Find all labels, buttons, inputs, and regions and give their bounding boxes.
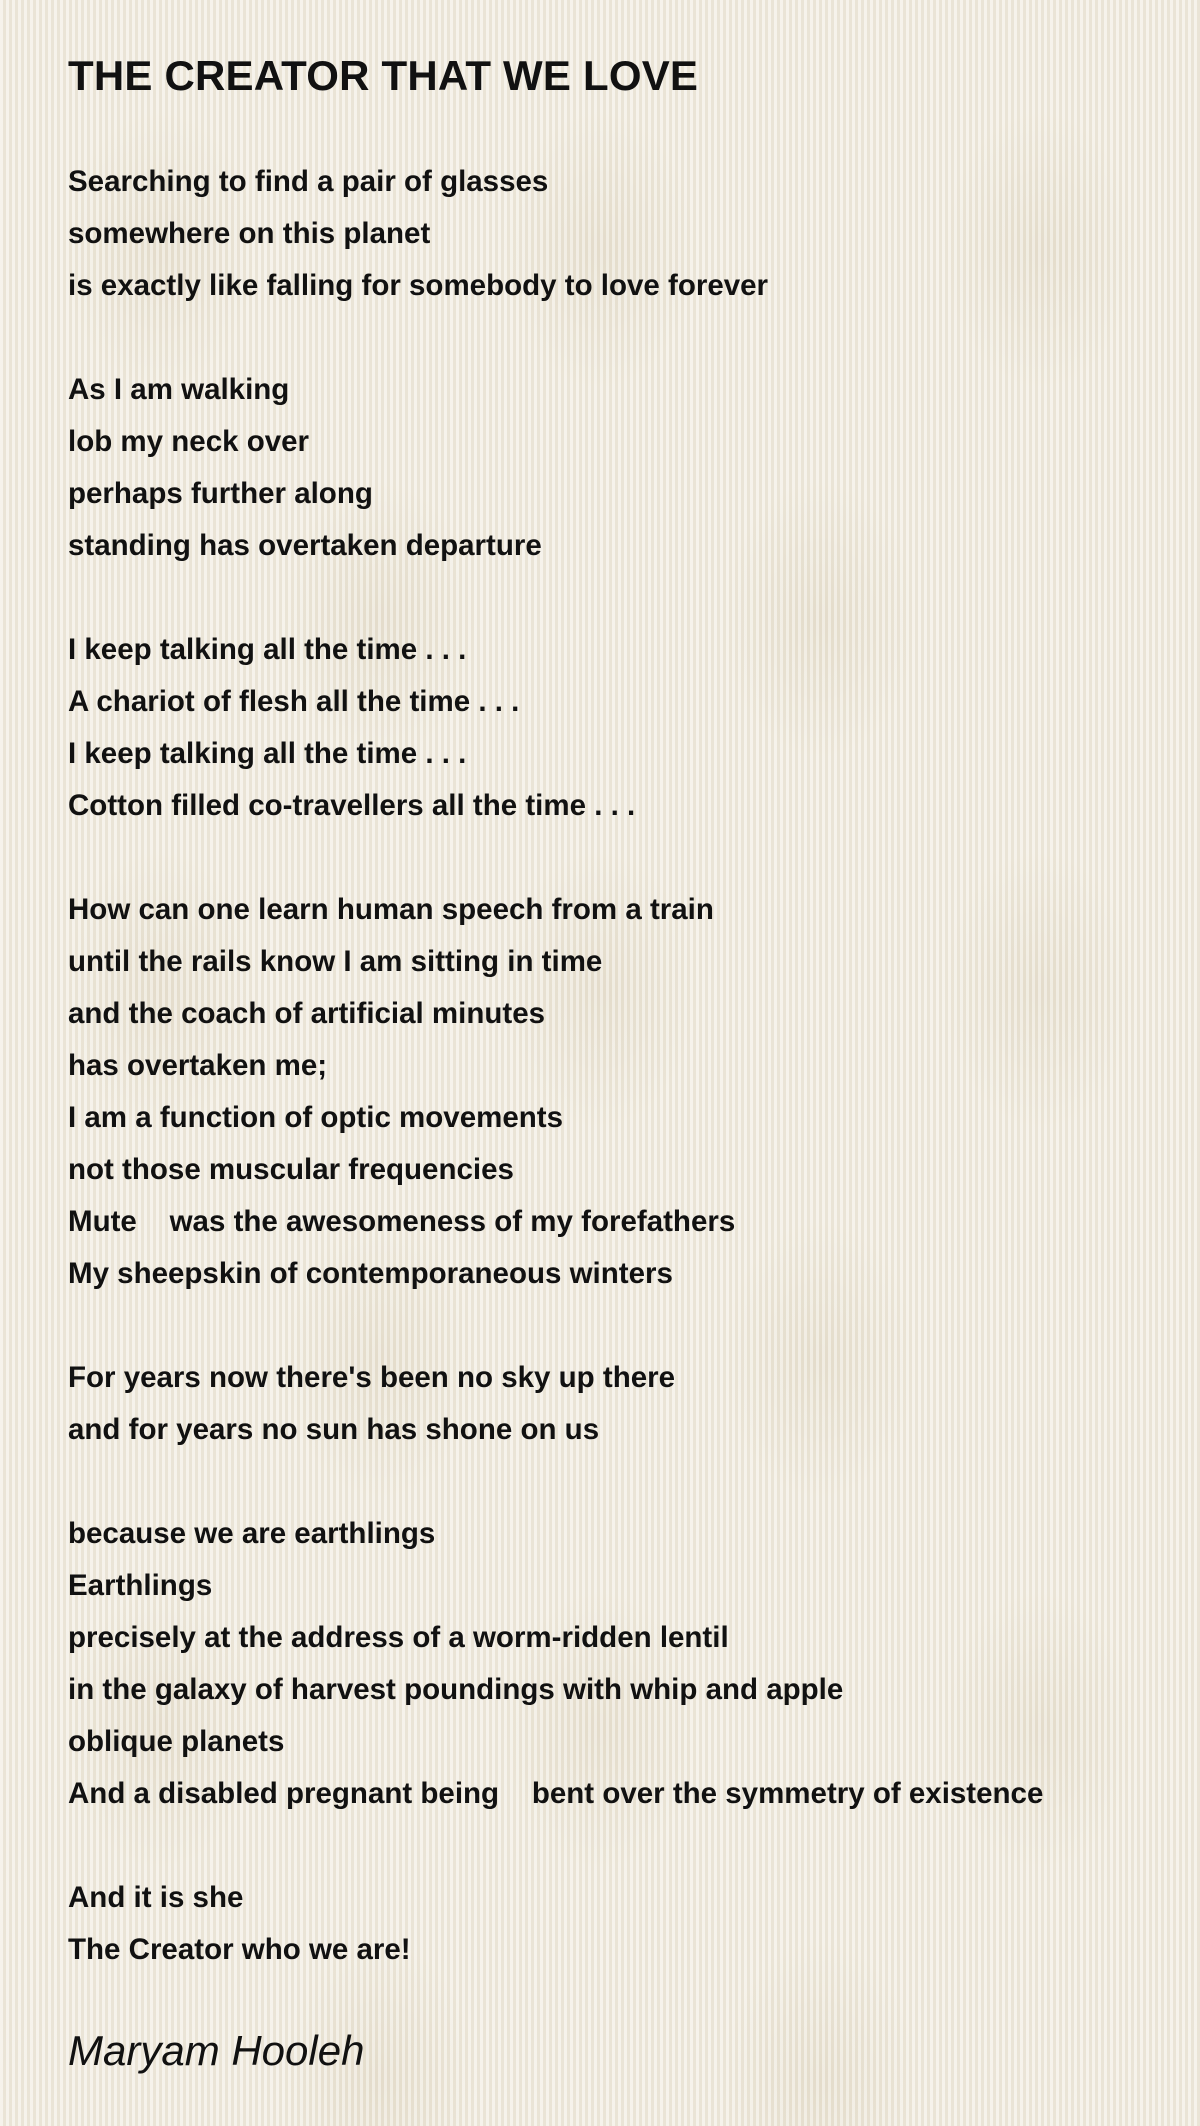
poem-page bbox=[68, 48, 1168, 2028]
poem-line: And it is she bbox=[68, 1881, 244, 1914]
poem-line: has overtaken me; bbox=[68, 1049, 328, 1082]
author-signature: Maryam Hooleh bbox=[68, 2027, 365, 2074]
poem-title: THE CREATOR THAT WE LOVE bbox=[68, 52, 699, 99]
poem-stanza bbox=[68, 1508, 1168, 1820]
poem-line: and for years no sun has shone on us bbox=[68, 1413, 600, 1446]
poem-line: in the galaxy of harvest poundings with whip and apple bbox=[68, 1673, 844, 1706]
poem-line: precisely at the address of a worm-ridden lentil bbox=[68, 1621, 729, 1654]
poem-line: is exactly like falling for somebody to love forever bbox=[68, 269, 769, 302]
poem-stanza bbox=[68, 884, 1168, 1300]
poem-body bbox=[68, 156, 1168, 1976]
poem-line: lob my neck over bbox=[68, 425, 310, 458]
poem-line: because we are earthlings bbox=[68, 1517, 436, 1550]
poem-stanza bbox=[68, 156, 1168, 312]
poem-line: My sheepskin of contemporaneous winters bbox=[68, 1257, 673, 1290]
poem-stanza bbox=[68, 364, 1168, 572]
poem-line: For years now there's been no sky up there bbox=[68, 1361, 676, 1394]
poem-line: I am a function of optic movements bbox=[68, 1101, 564, 1134]
poem-line: Cotton filled co-travellers all the time . . . bbox=[68, 789, 636, 822]
poem-line: As I am walking bbox=[68, 373, 290, 406]
poem-line: I keep talking all the time . . . bbox=[68, 737, 467, 770]
poem-line: perhaps further along bbox=[68, 477, 373, 510]
poem-stanza bbox=[68, 1352, 1168, 1456]
poem-line: And a disabled pregnant being bent over the symmetry of existence bbox=[68, 1777, 1044, 1810]
poem-line: not those muscular frequencies bbox=[68, 1153, 514, 1186]
poem-line: until the rails know I am sitting in time bbox=[68, 945, 603, 978]
poem-line: The Creator who we are! bbox=[68, 1933, 411, 1966]
poem-line: How can one learn human speech from a train bbox=[68, 893, 714, 926]
poem-line: and the coach of artificial minutes bbox=[68, 997, 546, 1030]
poem-line: A chariot of flesh all the time . . . bbox=[68, 685, 520, 718]
poem-stanza bbox=[68, 1872, 1168, 1976]
poem-stanza bbox=[68, 624, 1168, 832]
poem-line: Searching to find a pair of glasses bbox=[68, 165, 549, 198]
poem-line: I keep talking all the time . . . bbox=[68, 633, 467, 666]
poem-line: standing has overtaken departure bbox=[68, 529, 542, 562]
poem-line: Earthlings bbox=[68, 1569, 213, 1602]
poem-line: somewhere on this planet bbox=[68, 217, 431, 250]
poem-line: Mute was the awesomeness of my forefathers bbox=[68, 1205, 736, 1238]
poem-line: oblique planets bbox=[68, 1725, 285, 1758]
